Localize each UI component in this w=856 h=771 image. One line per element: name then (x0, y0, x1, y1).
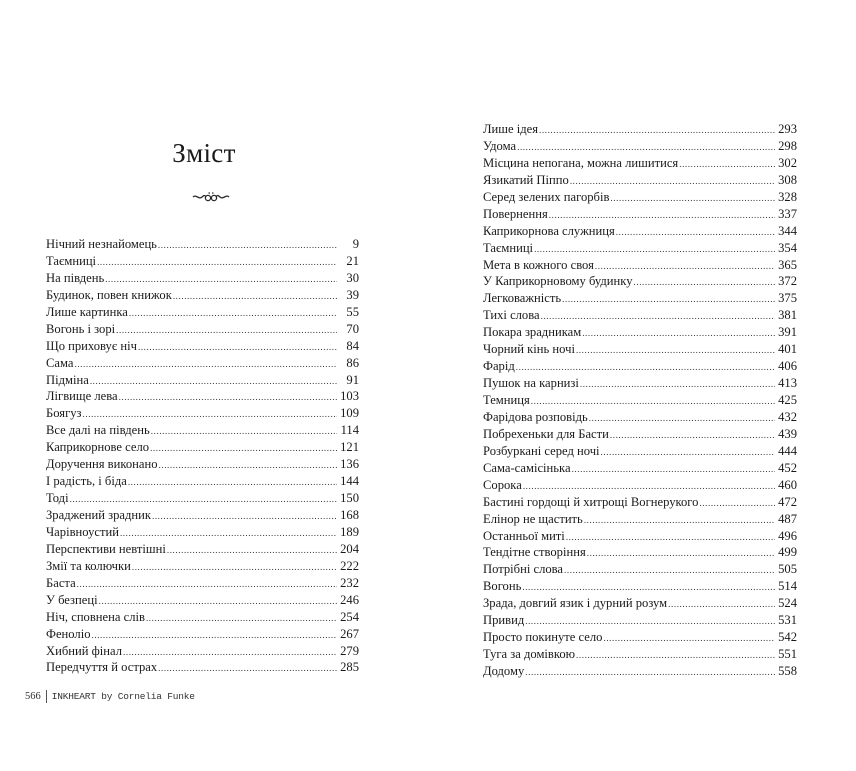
toc-entry[interactable] (483, 612, 797, 629)
toc-dot-leader (562, 291, 775, 307)
toc-entry[interactable] (483, 375, 797, 392)
toc-entry-title: Серед зелених пагорбів (483, 189, 610, 204)
toc-dot-leader (99, 593, 337, 609)
toc-dot-leader (173, 288, 337, 304)
toc-entry-title: У Каприкорновому будинку (483, 274, 633, 289)
toc-entry[interactable] (483, 273, 797, 290)
toc-dot-leader (601, 444, 775, 460)
toc-entry-title: Сама-самісінька (483, 460, 571, 475)
toc-entry[interactable] (483, 443, 797, 460)
toc-entry[interactable] (46, 643, 359, 660)
footer-page-number: 566 (25, 691, 41, 702)
toc-dot-leader (150, 440, 337, 456)
toc-entry[interactable] (483, 138, 797, 155)
toc-entry[interactable] (483, 257, 797, 274)
toc-entry-page: 344 (778, 223, 797, 238)
toc-entry-title: Бастині гордощі й хитрощі Вогнерукого (483, 494, 699, 509)
toc-entry-title: Додому (483, 664, 525, 678)
toc-dot-leader (539, 122, 775, 138)
toc-dot-leader (564, 562, 775, 578)
toc-dot-leader (531, 393, 775, 409)
toc-entry[interactable] (46, 626, 359, 643)
toc-dot-leader (116, 322, 337, 338)
toc-entry-page: 425 (778, 393, 797, 407)
toc-entry-title: Туга за домівкою (483, 647, 576, 662)
toc-dot-leader (534, 241, 775, 257)
toc-entry[interactable] (483, 155, 797, 172)
toc-entry[interactable] (46, 592, 359, 609)
toc-dot-leader (634, 274, 776, 290)
toc-dot-leader (151, 423, 337, 439)
toc-dot-leader (129, 305, 337, 321)
toc-entry[interactable] (483, 426, 797, 443)
toc-entry-page: 70 (346, 321, 359, 336)
toc-entry-title: Мета в кожного своя (483, 257, 594, 272)
toc-entry-page: 487 (778, 511, 797, 526)
toc-entry-title: Язикатий Піппо (483, 172, 569, 187)
toc-list-right (483, 121, 797, 680)
toc-entry-title: Останньої миті (483, 528, 565, 543)
toc-entry-title: Боягуз (46, 406, 82, 421)
toc-entry-page: 406 (778, 359, 797, 374)
page-title: Зміст (172, 138, 236, 168)
toc-entry[interactable] (483, 240, 797, 257)
toc-dot-leader (138, 339, 337, 355)
toc-entry-title: Лише ідея (483, 122, 539, 136)
toc-entry-page: 267 (340, 626, 359, 641)
toc-entry[interactable] (46, 609, 359, 626)
toc-entry-title: Зрада, довгий язик і дурний розум (483, 596, 668, 611)
toc-entry[interactable] (483, 307, 797, 324)
toc-entry-title: Баста (46, 575, 76, 590)
toc-entry-title: Потрібні слова (483, 562, 564, 577)
toc-entry-title: Зраджений зрадник (46, 508, 151, 522)
toc-entry-title: Таємниці (46, 253, 97, 268)
toc-entry-page: 354 (778, 240, 797, 255)
toc-dot-leader (587, 545, 775, 561)
toc-entry[interactable] (46, 575, 359, 592)
toc-entry-page: 103 (340, 389, 359, 404)
toc-entry-page: 391 (778, 325, 797, 340)
toc-dot-leader (610, 427, 775, 443)
toc-dot-leader (580, 376, 775, 392)
toc-entry[interactable] (483, 223, 797, 240)
toc-entry[interactable] (483, 460, 797, 477)
toc-entry[interactable] (483, 409, 797, 426)
toc-entry-title: Побрехеньки для Басти (483, 426, 609, 441)
toc-entry-page: 542 (778, 630, 797, 645)
toc-entry-title: Доручення виконано (46, 457, 158, 472)
toc-entry[interactable] (46, 490, 359, 507)
toc-entry-title: Будинок, повен книжок (46, 287, 172, 302)
toc-dot-leader (97, 254, 337, 270)
toc-entry-title: Привид (483, 613, 525, 628)
toc-dot-leader (595, 258, 775, 274)
toc-entry-title: Таємниці (483, 240, 534, 255)
toc-list-left (46, 236, 359, 676)
toc-dot-leader (146, 610, 337, 626)
toc-entry[interactable] (483, 629, 797, 646)
toc-dot-leader (610, 190, 775, 206)
footer-running-title: INKHEART by Cornelia Funke (51, 691, 195, 702)
toc-entry-title: Феноліо (46, 626, 91, 641)
toc-entry-page: 279 (340, 643, 359, 658)
toc-entry-page: 472 (778, 494, 797, 509)
toc-dot-leader (699, 495, 775, 511)
toc-entry[interactable] (46, 541, 359, 558)
toc-entry-title: Вогонь (483, 579, 522, 594)
toc-entry-title: Сорока (483, 477, 522, 492)
toc-entry-title: Вогонь і зорі (46, 321, 116, 336)
toc-entry[interactable] (46, 253, 359, 270)
toc-dot-leader (576, 342, 775, 358)
toc-entry-page: 55 (346, 304, 359, 319)
toc-entry-page: 232 (340, 575, 359, 590)
toc-entry-page: 505 (778, 562, 797, 577)
toc-dot-leader (541, 308, 775, 324)
toc-dot-leader (90, 373, 337, 389)
toc-entry-title: Просто покинуте село (483, 630, 603, 645)
toc-entry-page: 372 (778, 274, 797, 289)
toc-entry-page: 401 (778, 342, 797, 357)
toc-entry[interactable] (483, 358, 797, 375)
toc-entry-page: 531 (778, 613, 797, 628)
toc-dot-leader (679, 156, 775, 172)
toc-entry[interactable] (46, 405, 359, 422)
toc-entry-title: Пушок на карнизі (483, 376, 579, 391)
toc-entry[interactable] (46, 287, 359, 304)
toc-entry[interactable] (483, 561, 797, 578)
toc-entry[interactable] (483, 189, 797, 206)
toc-entry-title: Лише картинка (46, 304, 128, 319)
toc-entry[interactable] (46, 473, 359, 490)
toc-entry[interactable] (483, 528, 797, 545)
toc-entry-title: Тоді (46, 491, 69, 506)
toc-entry-title: Тендітне створіння (483, 545, 586, 560)
toc-dot-leader (120, 525, 337, 541)
toc-entry[interactable] (483, 341, 797, 358)
toc-entry-title: Ніч, сповнена слів (46, 609, 145, 624)
toc-entry-page: 189 (340, 524, 359, 539)
toc-dot-leader (589, 410, 775, 426)
toc-dot-leader (584, 512, 775, 528)
toc-entry-title: На південь (46, 270, 105, 285)
toc-entry-page: 439 (778, 426, 797, 441)
toc-entry-page: 30 (346, 270, 359, 285)
toc-entry-title: Розбуркані серед ночі (483, 443, 600, 458)
toc-entry[interactable] (483, 595, 797, 612)
toc-entry-page: 381 (778, 308, 797, 323)
toc-entry-title: Фарід (483, 359, 515, 374)
toc-entry[interactable] (46, 422, 359, 439)
toc-dot-leader (549, 207, 775, 223)
toc-entry-page: 293 (778, 122, 797, 136)
toc-entry-title: І радість, і біда (46, 474, 127, 489)
toc-dot-leader (128, 474, 337, 490)
toc-entry-title: Елінор не щастить (483, 511, 583, 526)
toc-entry-page: 413 (778, 376, 797, 391)
toc-entry-title: Удома (483, 138, 517, 153)
right-page (428, 0, 856, 771)
toc-entry[interactable] (46, 372, 359, 389)
toc-entry-title: Каприкорнова служниця (483, 223, 615, 238)
page-footer (25, 690, 195, 703)
toc-entry-page: 86 (346, 355, 359, 370)
toc-dot-leader (517, 139, 775, 155)
toc-entry-page: 444 (778, 443, 797, 458)
toc-entry[interactable] (46, 270, 359, 287)
toc-entry-title: Темниця (483, 393, 530, 407)
toc-entry-title: Перспективи невтішні (46, 541, 166, 556)
toc-entry[interactable] (46, 524, 359, 541)
toc-entry-page: 337 (778, 206, 797, 221)
toc-entry-page: 302 (778, 155, 797, 170)
toc-entry[interactable] (483, 290, 797, 307)
toc-dot-leader (525, 664, 775, 680)
toc-entry-title: Підміна (46, 372, 89, 387)
toc-entry-title: Місцина непогана, можна лишитися (483, 155, 679, 170)
toc-dot-leader (159, 457, 338, 473)
toc-entry[interactable] (46, 321, 359, 338)
toc-entry[interactable] (46, 355, 359, 372)
toc-entry-page: 168 (340, 508, 359, 522)
toc-entry[interactable] (483, 663, 797, 680)
toc-entry-page: 9 (352, 237, 359, 251)
toc-entry-title: Хибний фінал (46, 643, 122, 658)
toc-entry-title: Все далі на південь (46, 423, 150, 438)
toc-dot-leader (119, 389, 337, 405)
toc-entry[interactable] (46, 558, 359, 575)
toc-entry-page: 432 (778, 409, 797, 424)
toc-entry-page: 21 (346, 253, 359, 268)
toc-entry[interactable] (46, 507, 359, 524)
toc-entry[interactable] (483, 206, 797, 223)
toc-entry-title: Повернення (483, 206, 548, 221)
toc-entry-page: 375 (778, 291, 797, 306)
toc-entry-page: 136 (340, 457, 359, 472)
toc-dot-leader (668, 596, 775, 612)
toc-entry-page: 298 (778, 138, 797, 153)
toc-dot-leader (516, 359, 775, 375)
toc-dot-leader (70, 491, 337, 507)
toc-entry[interactable] (483, 544, 797, 561)
toc-entry-title: У безпеці (46, 592, 98, 607)
toc-entry[interactable] (483, 494, 797, 511)
toc-dot-leader (576, 647, 775, 663)
toc-entry-title: Каприкорнове село (46, 440, 150, 455)
toc-entry-page: 109 (340, 406, 359, 421)
toc-entry-page: 84 (346, 338, 359, 353)
toc-entry-title: Фарідова розповідь (483, 409, 588, 424)
toc-dot-leader (158, 660, 337, 676)
toc-dot-leader (92, 627, 338, 643)
toc-entry-page: 222 (340, 558, 359, 573)
toc-entry[interactable] (483, 578, 797, 595)
toc-entry-title: Сама (46, 355, 74, 370)
toc-entry-title: Нічний незнайомець (46, 237, 157, 251)
toc-entry-page: 204 (340, 541, 359, 556)
toc-dot-leader (83, 406, 337, 422)
toc-dot-leader (603, 630, 775, 646)
toc-entry-title: Покара зрадникам (483, 325, 582, 340)
toc-entry-page: 144 (340, 474, 359, 489)
toc-entry[interactable] (46, 236, 359, 253)
toc-entry[interactable] (483, 511, 797, 528)
toc-entry[interactable] (46, 439, 359, 456)
toc-entry-title: Передчуття й острах (46, 660, 158, 675)
toc-entry[interactable] (483, 392, 797, 409)
toc-entry[interactable] (46, 338, 359, 355)
toc-entry-page: 91 (346, 372, 359, 387)
toc-dot-leader (77, 576, 337, 592)
toc-entry[interactable] (46, 659, 359, 676)
toc-entry[interactable] (483, 646, 797, 663)
toc-entry-page: 514 (778, 579, 797, 594)
toc-entry-page: 39 (346, 287, 359, 302)
toc-entry-page: 524 (778, 596, 797, 611)
toc-entry-page: 308 (778, 172, 797, 187)
toc-dot-leader (572, 461, 775, 477)
toc-entry-page: 496 (778, 528, 797, 543)
toc-entry-page: 558 (778, 664, 797, 678)
toc-dot-leader (74, 356, 337, 372)
toc-dot-leader (566, 529, 775, 545)
toc-entry-page: 254 (340, 609, 359, 624)
toc-entry-title: Лігвище лева (46, 389, 118, 404)
toc-entry[interactable] (483, 121, 797, 138)
toc-dot-leader (523, 478, 775, 494)
toc-entry-page: 460 (778, 477, 797, 492)
toc-entry[interactable] (483, 477, 797, 494)
toc-entry-title: Чарівноустий (46, 524, 119, 539)
toc-entry-title: Легковажність (483, 291, 562, 306)
toc-dot-leader (582, 325, 775, 341)
toc-dot-leader (132, 559, 337, 575)
footer-divider (46, 690, 47, 703)
toc-dot-leader (152, 508, 337, 524)
toc-entry[interactable] (46, 456, 359, 473)
toc-entry-title: Змії та колючки (46, 558, 131, 573)
toc-entry-page: 365 (778, 257, 797, 272)
toc-entry-page: 328 (778, 189, 797, 204)
toc-entry-title: Чорний кінь ночі (483, 342, 575, 357)
toc-entry[interactable] (46, 388, 359, 405)
toc-dot-leader (123, 644, 337, 660)
toc-entry-page: 285 (340, 660, 359, 675)
toc-entry-page: 452 (778, 460, 797, 475)
toc-entry-page: 114 (340, 423, 359, 438)
toc-entry-page: 121 (340, 440, 359, 455)
toc-entry-page: 499 (778, 545, 797, 560)
toc-dot-leader (167, 542, 337, 558)
toc-dot-leader (522, 579, 775, 595)
toc-entry-title: Тихі слова (483, 308, 540, 323)
toc-dot-leader (616, 224, 775, 240)
toc-dot-leader (570, 173, 775, 189)
toc-dot-leader (105, 271, 337, 287)
toc-entry-page: 150 (340, 491, 359, 506)
toc-entry-title: Що приховує ніч (46, 338, 137, 353)
toc-dot-leader (525, 613, 775, 629)
toc-entry-page: 551 (778, 647, 797, 662)
toc-entry[interactable] (46, 304, 359, 321)
toc-entry-page: 246 (340, 592, 359, 607)
toc-entry[interactable] (483, 324, 797, 341)
fleuron-ornament-icon (191, 188, 231, 206)
toc-dot-leader (158, 237, 337, 253)
toc-entry[interactable] (483, 172, 797, 189)
